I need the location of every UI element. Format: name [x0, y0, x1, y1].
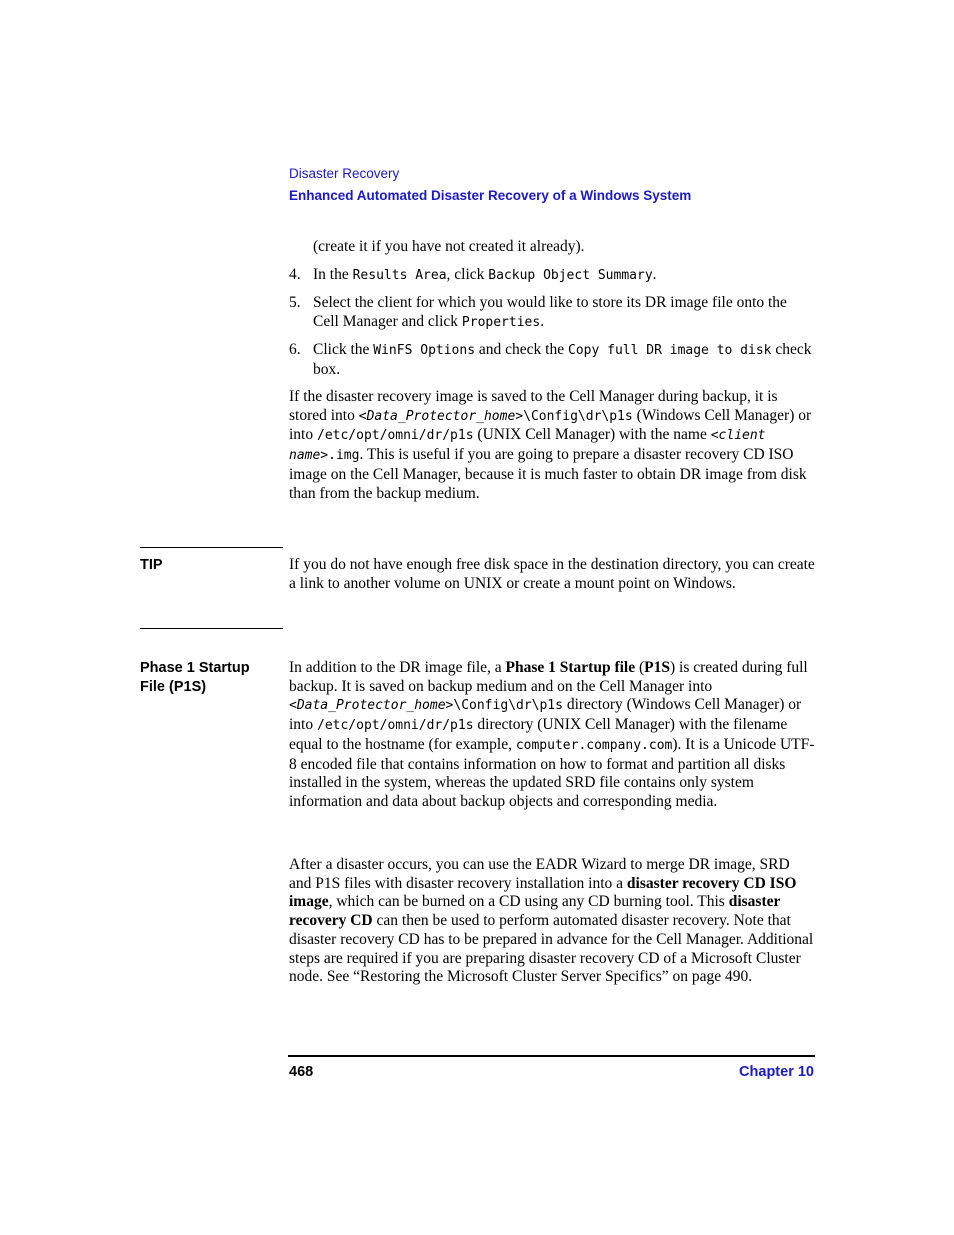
step-6 — [289, 341, 814, 381]
after-disaster-paragraph: After a disaster occurs, you can use the EADR Wizard to merge DR image, SRD and P1S files with disaster recovery installation into a disaster recovery CD ISO image, which can be burned on a CD using any CD burning tool. This disaster recovery CD can then be used to perform automated disaster recovery. Note that disaster recovery CD has to be prepared in advance for the Cell Manager. Additional steps are required if you are preparing disaster recovery CD of a Microsoft Cluster node. See “Restoring the Microsoft Cluster Server Specifics” on page 490. — [289, 856, 814, 986]
step-text: Select the client for which you would like to store its DR image file onto the Cell Manager and click Properties. — [313, 294, 787, 330]
step-number: 5. — [289, 294, 301, 311]
step-4 — [289, 266, 814, 286]
tip-top-rule — [140, 547, 283, 548]
tip-bottom-rule — [140, 628, 283, 629]
chapter-link[interactable]: Chapter 10 — [739, 1064, 814, 1080]
step-continuation: (create it if you have not created it already). — [313, 238, 585, 255]
step-text: Click the WinFS Options and check the Copy full DR image to disk check box. — [313, 341, 812, 378]
step-number: 6. — [289, 341, 301, 358]
phase1-side-heading — [140, 659, 250, 697]
tip-label: TIP — [140, 557, 163, 573]
running-header-section: Disaster Recovery — [289, 166, 400, 181]
dr-image-location-paragraph: If the disaster recovery image is saved to the Cell Manager during backup, it is stored into <Data_Protector_home>\Config\dr\p1s (Windows Cell Manager) or into /etc/opt/omni/dr/p1s (UNIX Cell Manager) with the name <client name>.img. This is useful if you are going to prepare a disaster recovery CD ISO image on the Cell Manager, because it is much faster to obtain DR image from disk than from the backup medium. — [289, 388, 812, 502]
page-number: 468 — [289, 1064, 314, 1080]
phase1-paragraph: In addition to the DR image file, a Phase 1 Startup file (P1S) is created during full backup. It is saved on backup medium and on the Cell Manager into <Data_Protector_home>\Config\dr\p1s directory (Windows Cell Manager) or into /etc/opt/omni/dr/p1s directory (UNIX Cell Manager) with the filename equal to the hostname (for example, computer.company.com). It is a Unicode UTF-8 encoded file that contains information on how to format and partition all disks installed in the system, whereas the updated SRD file contains only system information and data about backup objects and corresponding media. — [289, 659, 815, 810]
step-text: In the Results Area, click Backup Object Summary. — [313, 266, 657, 283]
phase1-heading-line2: File (P1S) — [140, 679, 207, 695]
step-5 — [289, 294, 814, 334]
step-number: 4. — [289, 266, 301, 283]
phase1-heading-line1: Phase 1 Startup — [140, 660, 250, 676]
running-header-title: Enhanced Automated Disaster Recovery of a Windows System — [289, 188, 692, 203]
tip-text: If you do not have enough free disk space in the destination directory, you can create a link to another volume on UNIX or create a mount point on Windows. — [289, 556, 815, 592]
footer-rule — [288, 1055, 815, 1057]
